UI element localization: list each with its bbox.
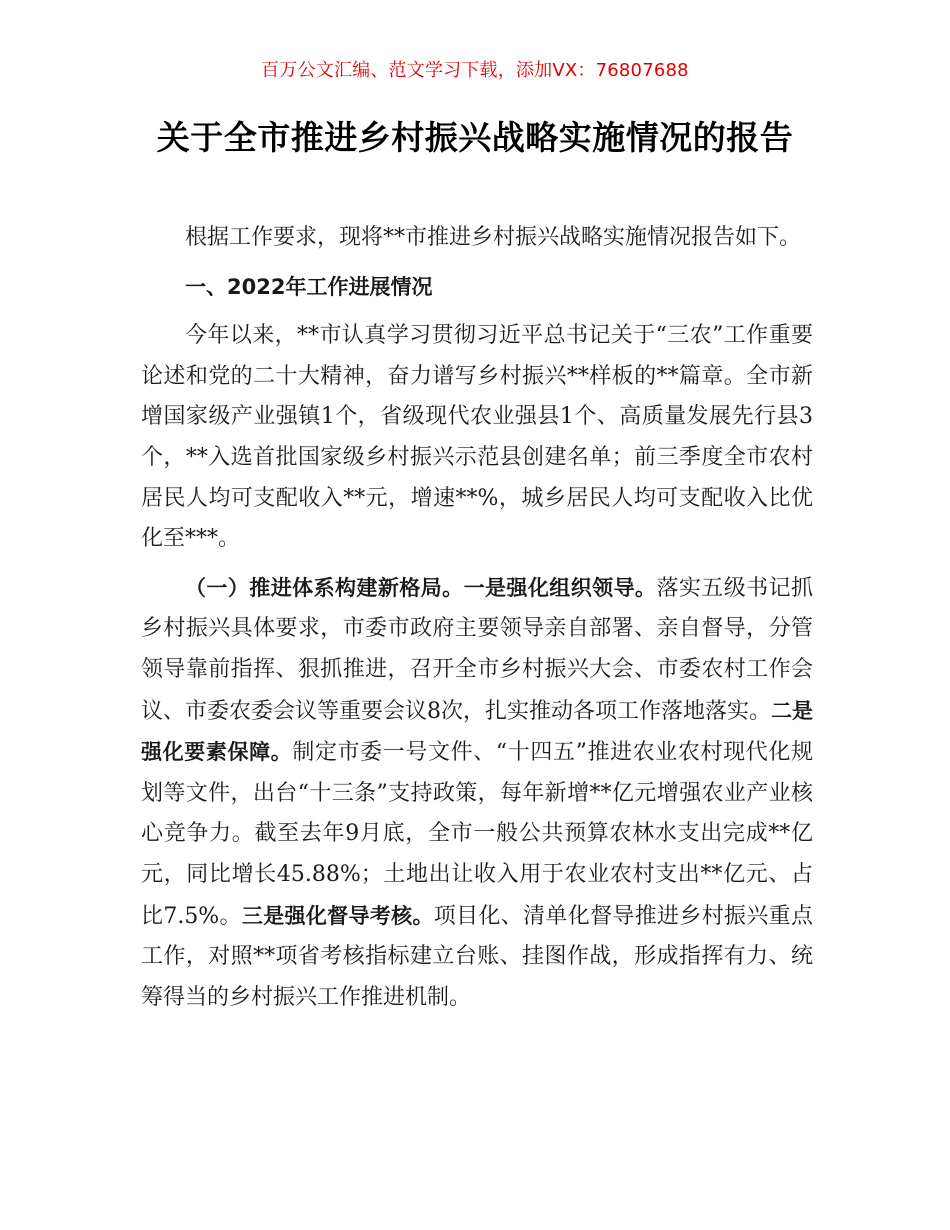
point2-text: 制定市委一号文件、“十四五”推进农业农村现代化规划等文件，出台“十三条”支持政策，每年新增**亿元增强农业产业核心竞争力。截至去年9月底，全市一般公共预算农林水支出完成**亿元，同比增长45.88%；土地出让收入用于农业农村支出**亿元、占比7.5%。 [141,740,814,929]
point3-title: 三是强化督导考核。 [241,903,434,928]
document-body [141,218,813,1018]
point1-title: 一是强化组织领导。 [463,575,657,600]
watermark-header: 百万公文汇编、范文学习下载，添加VX：76807688 [261,60,689,81]
point3-text: 项目化、清单化督导推进乡村振兴重点工作，对照**项省考核指标建立台账、挂图作战，形成指挥有力、统筹得当的乡村振兴工作推进机制。 [141,903,813,1010]
point2-title: 二是强化要素保障。 [141,698,813,765]
document-title: 关于全市推进乡村振兴战略实施情况的报告 [156,118,794,157]
subsection-heading: （一）推进体系构建新格局。 [185,575,464,600]
section-paragraph: 今年以来，**市认真学习贯彻习近平总书记关于“三农”工作重要论述和党的二十大精神，奋力谱写乡村振兴**样板的**篇章。全市新增国家级产业强镇1个，省级现代农业强县1个、高质量发展先行县3个，**入选首批国家级乡村振兴示范县创建名单；前三季度全市农村居民人均可支配收入**元，增速**%，城乡居民人均可支配收入比优化至***。 [141,323,813,552]
point1-text: 落实五级书记抓乡村振兴具体要求，市委市政府主要领导亲自部署、亲自督导，分管领导靠前指挥、狠抓推进，召开全市乡村振兴大会、市委农村工作会议、市委农委会议等重要会议8次，扎实推动各项工作落地落实。 [141,575,814,724]
intro-paragraph: 根据工作要求，现将**市推进乡村振兴战略实施情况报告如下。 [185,225,802,250]
section-heading-text: 一、2022年工作进展情况 [185,274,433,299]
subsection-paragraph [141,568,813,1019]
section-heading [141,267,813,309]
